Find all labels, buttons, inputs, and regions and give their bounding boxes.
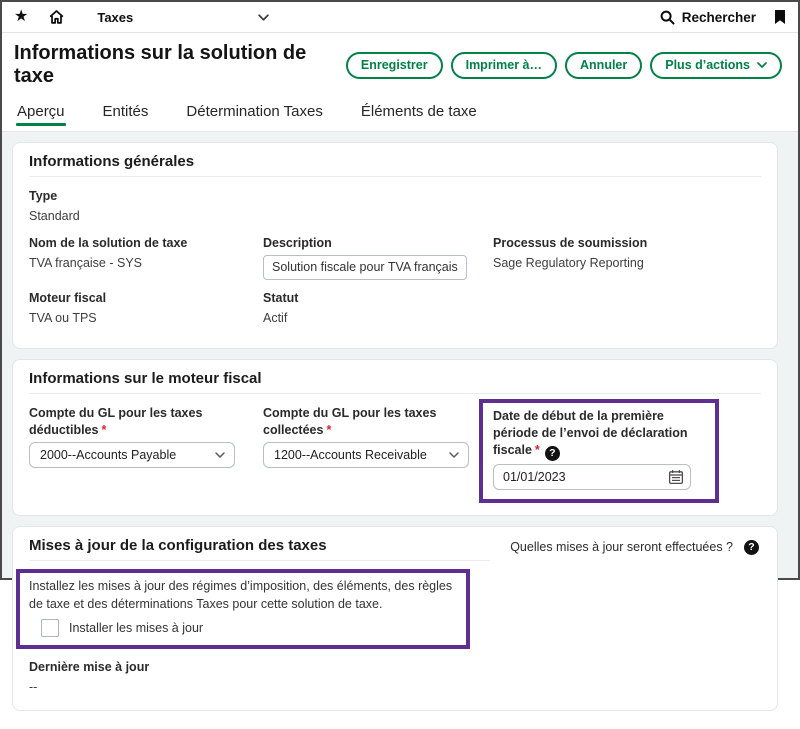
collected-tax-gl-value: 1200--Accounts Receivable <box>274 448 427 463</box>
status-label: Statut <box>263 290 299 305</box>
bookmark-icon[interactable] <box>774 9 786 25</box>
solution-name-value: TVA française - SYS <box>29 255 143 270</box>
favorites-star-icon[interactable]: ★ <box>14 8 29 25</box>
chevron-down-icon <box>215 452 225 458</box>
fiscal-engine-field <box>29 290 263 327</box>
start-date-highlight-box <box>479 399 719 502</box>
deductible-tax-gl-select[interactable] <box>29 442 235 468</box>
calendar-icon-glyph <box>668 469 684 485</box>
fiscal-engine-card <box>12 359 778 515</box>
top-bar <box>2 2 798 33</box>
install-updates-row <box>41 619 456 637</box>
last-update-label: Dernière mise à jour <box>29 660 150 675</box>
general-info-body <box>29 177 761 336</box>
tab-apercu[interactable]: Aperçu <box>16 95 66 131</box>
description-label: Description <box>263 235 332 250</box>
last-update-value: -- <box>29 680 38 695</box>
updates-title: Mises à jour de la configuration des taxes <box>29 537 490 561</box>
fiscal-engine-value: TVA ou TPS <box>29 310 97 325</box>
empty-cell <box>493 290 761 327</box>
updates-header <box>29 537 761 561</box>
chevron-down-icon <box>258 14 269 21</box>
updates-help-text: Quelles mises à jour seront effectuées ? <box>510 540 733 555</box>
collected-tax-gl-select[interactable] <box>263 442 469 468</box>
type-value: Standard <box>29 208 80 223</box>
collected-tax-gl-label <box>263 405 471 439</box>
required-marker: * <box>326 423 332 438</box>
start-date-label <box>493 408 705 460</box>
tab-determination-taxes[interactable]: Détermination Taxes <box>186 103 323 120</box>
home-icon[interactable] <box>48 9 65 25</box>
general-row-3 <box>29 290 761 337</box>
submission-process-field <box>493 235 761 280</box>
install-updates-label: Installer les mises à jour <box>69 621 204 636</box>
deductible-tax-gl-value: 2000--Accounts Payable <box>40 448 177 463</box>
description-field <box>263 235 493 280</box>
main-content <box>2 132 798 729</box>
general-row-1 <box>29 188 761 235</box>
status-value: Actif <box>263 310 288 325</box>
chevron-down-icon <box>449 452 459 458</box>
start-date-wrap <box>493 464 691 490</box>
fiscal-engine-row <box>29 405 761 502</box>
required-marker: * <box>101 423 107 438</box>
general-info-title: Informations générales <box>29 153 761 177</box>
title-bar <box>2 33 798 95</box>
deductible-tax-gl-field <box>29 405 263 492</box>
updates-highlight-box <box>16 569 470 650</box>
general-info-card <box>12 142 778 349</box>
more-actions-label: Plus d’actions <box>665 58 750 72</box>
start-date-input[interactable] <box>493 464 691 490</box>
collected-tax-gl-label-text: Compte du GL pour les taxes collectées <box>263 406 437 438</box>
print-to-button[interactable]: Imprimer à… <box>451 52 557 79</box>
solution-name-label: Nom de la solution de taxe <box>29 235 188 250</box>
module-dropdown[interactable] <box>97 10 269 25</box>
bookmark-icon-glyph <box>774 9 786 25</box>
fiscal-engine-title: Informations sur le moteur fiscal <box>29 370 761 394</box>
calendar-icon[interactable] <box>668 469 684 485</box>
help-icon[interactable]: ? <box>545 446 560 461</box>
tab-bar <box>2 95 798 132</box>
required-marker: * <box>534 443 540 458</box>
type-field <box>29 188 263 225</box>
updates-description: Installez les mises à jour des régimes d’imposition, des éléments, des règles de taxe et des déterminations Taxes pour cette solution de taxe. <box>29 578 453 612</box>
page-title: Informations sur la solution de taxe <box>14 42 307 87</box>
more-actions-button[interactable] <box>650 52 782 79</box>
action-buttons <box>346 52 786 79</box>
search-button[interactable] <box>660 10 756 25</box>
fiscal-engine-label: Moteur fiscal <box>29 290 107 305</box>
tab-entites[interactable]: Entités <box>102 103 149 120</box>
search-label: Rechercher <box>681 9 756 25</box>
last-update-field <box>29 659 761 696</box>
general-row-2 <box>29 235 761 290</box>
submission-process-label: Processus de soumission <box>493 235 648 250</box>
description-input[interactable] <box>263 255 467 280</box>
type-label: Type <box>29 189 58 203</box>
top-bar-right <box>660 9 786 25</box>
submission-process-value: Sage Regulatory Reporting <box>493 255 644 270</box>
tax-config-updates-card <box>12 526 778 711</box>
cancel-button[interactable]: Annuler <box>565 52 642 79</box>
collected-tax-gl-field <box>263 405 493 492</box>
status-field <box>263 290 493 327</box>
install-updates-checkbox[interactable] <box>41 619 59 637</box>
module-dropdown-label: Taxes <box>97 9 134 25</box>
help-icon[interactable]: ? <box>744 540 759 555</box>
tab-elements-de-taxe[interactable]: Éléments de taxe <box>360 103 477 120</box>
save-button[interactable]: Enregistrer <box>346 52 443 79</box>
solution-name-field <box>29 235 263 280</box>
deductible-tax-gl-label <box>29 405 241 439</box>
home-icon-glyph <box>48 9 65 25</box>
updates-help <box>490 540 761 561</box>
fiscal-engine-body <box>29 394 761 502</box>
search-icon <box>660 10 675 25</box>
start-date-label-text: Date de début de la première période de l’envoi de déclaration fiscale <box>493 409 688 458</box>
deductible-tax-gl-label-text: Compte du GL pour les taxes déductibles <box>29 406 203 438</box>
chevron-down-icon <box>757 62 767 68</box>
